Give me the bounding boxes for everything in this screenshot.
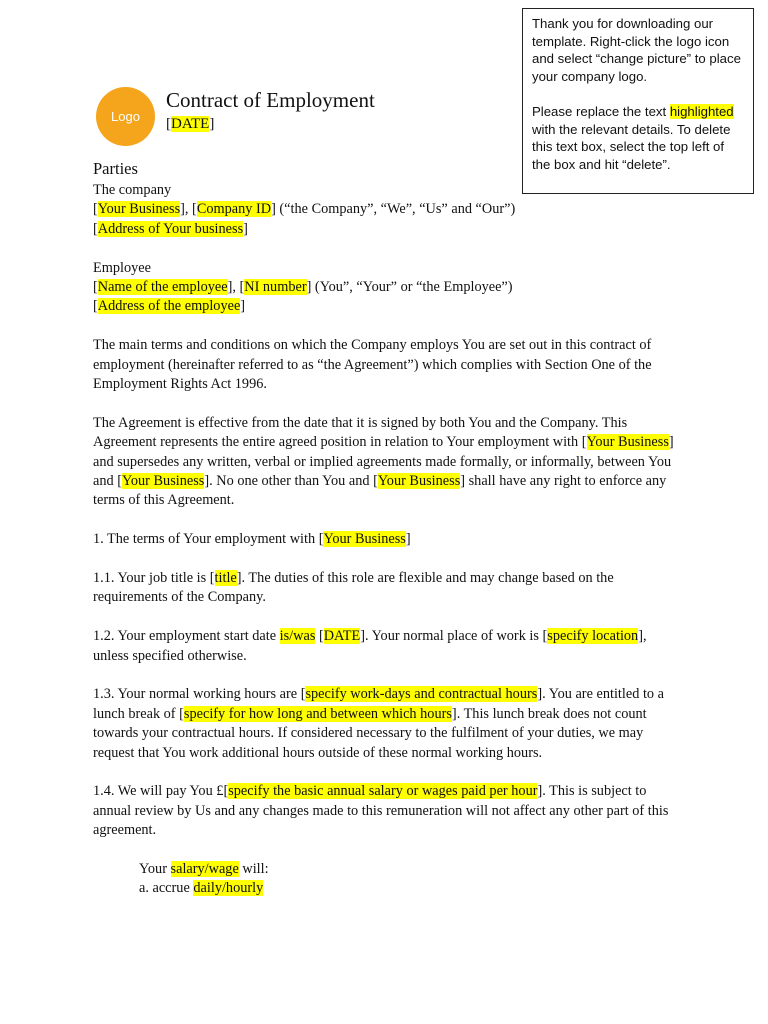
start-date-placeholder[interactable]: DATE <box>323 628 361 645</box>
date-placeholder[interactable]: DATE <box>171 116 210 132</box>
location-placeholder[interactable]: specify location <box>547 628 639 645</box>
logo-label: Logo <box>111 109 140 124</box>
parties-heading: Parties <box>93 159 138 178</box>
salary-placeholder[interactable]: specify the basic annual salary or wages paid per hour <box>228 783 538 800</box>
clause-1-2: 1.2. Your employment start date is/was [DATE]. Your normal place of work is [specify location], unless specified otherwise. <box>93 628 647 664</box>
intro-paragraph: The main terms and conditions on which the Company employs You are set out in this contract of employment (hereinafter referred to as “the Agreement”) which complies with Section One of the Employment Rights Act 1996. <box>93 337 652 393</box>
document-body <box>93 158 683 899</box>
document-title: Contract of Employment <box>166 88 375 112</box>
job-title-placeholder[interactable]: title <box>214 570 237 587</box>
company-id-placeholder[interactable]: Company ID <box>196 201 272 218</box>
note-paragraph-1: Thank you for downloading our template. Right-click the logo icon and select “change picture” to place your company logo. <box>532 16 741 84</box>
company-address-line: [Address of Your business] <box>93 220 248 237</box>
business-placeholder[interactable]: Your Business <box>121 473 205 490</box>
salary-wage-placeholder[interactable]: salary/wage <box>170 861 239 878</box>
employee-line: [Name of the employee], [NI number] (You”, “Your” or “the Employee”) <box>93 279 513 296</box>
employee-address-line: [Address of the employee] <box>93 298 246 315</box>
is-was-placeholder[interactable]: is/was <box>279 628 316 645</box>
clause-1-3: 1.3. Your normal working hours are [specify work-days and contractual hours]. You are entitled to a lunch break of [specify for how long and between which hours]. This lunch break does not count towards your contractual hours. If considered necessary to the fulfilment of your duties, we may request that You work additional hours outside of these normal working hours. <box>93 686 664 761</box>
working-hours-placeholder[interactable]: specify work-days and contractual hours <box>305 686 538 703</box>
employee-name-placeholder[interactable]: Name of the employee <box>97 279 228 296</box>
employee-label: Employee <box>93 259 151 276</box>
business-placeholder[interactable]: Your Business <box>377 473 461 490</box>
salary-wage-line: Your salary/wage will: <box>139 861 269 878</box>
section-1-heading: 1. The terms of Your employment with [Your Business] <box>93 531 411 548</box>
business-placeholder[interactable]: Your Business <box>323 531 406 548</box>
clause-1-1: 1.1. Your job title is [title]. The duties of this role are flexible and may change based on the requirements of the Company. <box>93 570 614 606</box>
business-placeholder[interactable]: Your Business <box>97 201 181 218</box>
company-line: [Your Business], [Company ID] (“the Company”, “We”, “Us” and “Our”) <box>93 201 516 218</box>
ni-number-placeholder[interactable]: NI number <box>244 279 307 296</box>
note-paragraph-2: Please replace the text highlighted with the relevant details. To delete this text box, select the top left of the box and hit “delete”. <box>532 103 734 172</box>
lunch-break-placeholder[interactable]: specify for how long and between which hours <box>183 705 452 722</box>
agreement-paragraph: The Agreement is effective from the date that it is signed by both You and the Company. This Agreement represents the entire agreed position in relation to Your employment with [Your Business] and supersedes any written, verbal or implied agreements made formally, or informally, between You and [Your Business]. No one other than You and [Your Business] shall have any right to enforce any terms of this Agreement. <box>93 414 674 509</box>
accrual-placeholder[interactable]: daily/hourly <box>193 880 264 897</box>
list-item-a: a. accrue daily/hourly <box>139 880 264 897</box>
company-logo-placeholder[interactable] <box>96 87 155 146</box>
business-address-placeholder[interactable]: Address of Your business <box>97 220 244 237</box>
company-label: The company <box>93 182 172 198</box>
document-date: [DATE] <box>166 116 215 132</box>
clause-1-4: 1.4. We will pay You £[specify the basic annual salary or wages paid per hour]. This is subject to annual review by Us and any changes made to this remuneration will not affect any other part of this agreement. <box>93 783 669 839</box>
employee-address-placeholder[interactable]: Address of the employee <box>97 298 241 315</box>
business-placeholder[interactable]: Your Business <box>586 434 669 451</box>
highlight-sample: highlighted <box>669 103 734 119</box>
